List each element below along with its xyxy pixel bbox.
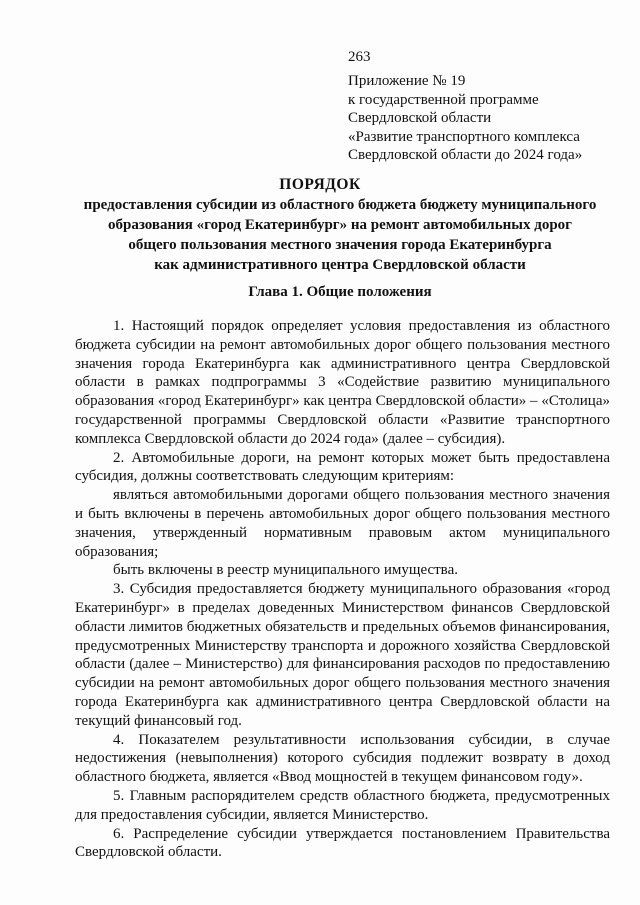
- paragraph-4: 4. Показателем результативности использования субсидии, в случае недостижения (невыполнения) которого субсидия подлежит возврату в доход областного бюджета, является «Ввод мощностей в текущем финансовом году».: [75, 731, 610, 786]
- subtitle-line: образования «город Екатеринбург» на ремонт автомобильных дорог: [107, 217, 572, 233]
- subtitle-line: общего пользования местного значения города Екатеринбурга: [128, 237, 552, 253]
- document-title: ПОРЯДОК: [279, 176, 361, 193]
- appendix-line: к государственной программе: [348, 91, 539, 108]
- appendix-line: Приложение № 19: [348, 73, 466, 89]
- paragraph-2-criterion-2: быть включены в реестр муниципального имущества.: [113, 562, 458, 579]
- appendix-line: «Развитие транспортного комплекса: [348, 128, 580, 145]
- document-body: [75, 317, 610, 862]
- paragraph-2: 2. Автомобильные дороги, на ремонт которых может быть предоставлена субсидия, должны соответствовать следующим критериям:: [75, 449, 610, 485]
- subtitle-line: как административного центра Свердловской области: [154, 257, 526, 273]
- paragraph-3: 3. Субсидия предоставляется бюджету муниципального образования «город Екатеринбург» в пределах доведенных Министерством финансов Свердловской области лимитов бюджетных обязательств и предельных объемов финансирования, предусмотренных Министерству транспорта и дорожного хозяйства Свердловской области (далее – Министерство) для финансирования расходов по предоставлению субсидии на ремонт автомобильных дорог общего пользования местного значения города Екатеринбурга как административного центра Свердловской области на текущий финансовый год.: [75, 581, 610, 729]
- appendix-line: Свердловской области: [348, 110, 492, 127]
- paragraph-5: 5. Главным распорядителем средств областного бюджета, предусмотренных для предоставления субсидии, является Министерство.: [75, 787, 610, 823]
- page-number: 263: [348, 49, 371, 65]
- paragraph-1: 1. Настоящий порядок определяет условия предоставления из областного бюджета субсидии на ремонт автомобильных дорог общего пользования местного значения города Екатеринбурга как административного центра Свердловской области в рамках подпрограммы 3 «Содействие развитию муниципального образования «город Екатеринбург» как центра Свердловской области» – «Столица» государственной программы Свердловской области «Развитие транспортного комплекса Свердловской области до 2024 года» (далее – субсидия).: [75, 318, 610, 447]
- paragraph-6: 6. Распределение субсидии утверждается постановлением Правительства Свердловской области.: [75, 825, 610, 861]
- paragraph-2-criterion-1: являться автомобильными дорогами общего пользования местного значения и быть включены в перечень автомобильных дорог общего пользования местного значения, утвержденный нормативным правовым актом муниципального образования;: [75, 487, 610, 560]
- subtitle-line: предоставления субсидии из областного бюджета бюджету муниципального: [83, 197, 597, 213]
- appendix-header: [348, 72, 618, 165]
- chapter-title: Глава 1. Общие положения: [248, 284, 432, 300]
- appendix-line: Свердловской области до 2024 года»: [348, 147, 583, 164]
- document-subtitle: [70, 195, 610, 275]
